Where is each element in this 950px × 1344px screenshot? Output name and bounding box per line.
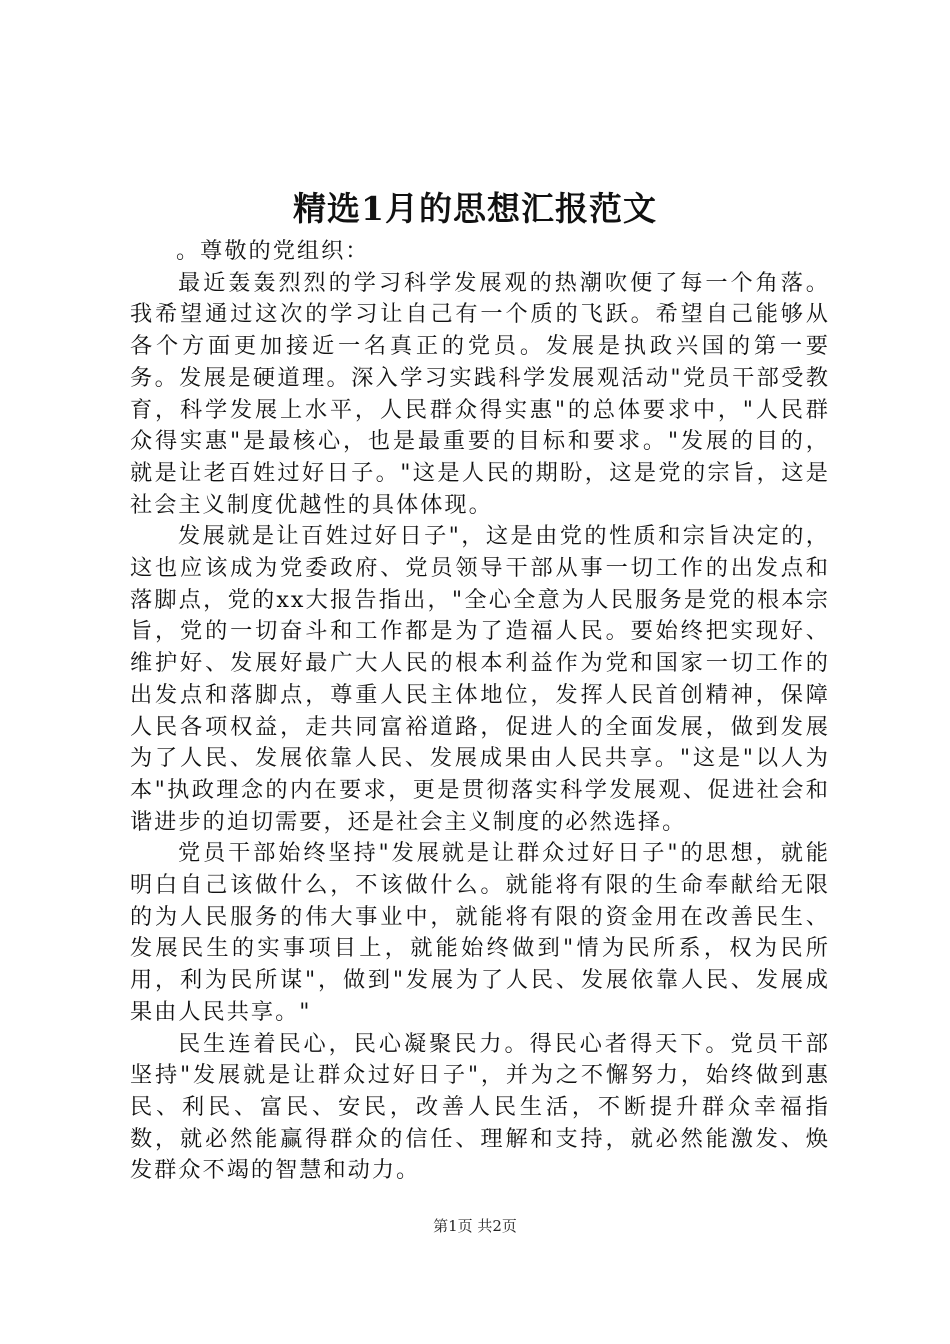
salutation: 。尊敬的党组织：	[176, 238, 370, 264]
paragraph-1: 最近轰轰烈烈的学习科学发展观的热潮吹便了每一个角落。我希望通过这次的学习让自己有一个质的飞跃。希望自己能够从各个方面更加接近一名真正的党员。发展是执政兴国的第一要务。发展是硬道理。深入学习实践科学发展观活动"党员干部受教育，科学发展上水平，人民群众得实惠"的总体要求中，"人民群众得实惠"是最核心，也是最重要的目标和要求。"发展的目的，就是让老百姓过好日子。"这是人民的期盼，这是党的宗旨，这是社会主义制度优越性的具体体现。	[130, 269, 830, 518]
paragraph-4: 民生连着民心，民心凝聚民力。得民心者得天下。党员干部坚持"发展就是让群众过好日子"，并为之不懈努力，始终做到惠民、利民、富民、安民，改善人民生活，不断提升群众幸福指数，就必然能赢得群众的信任、理解和支持，就必然能激发、焕发群众不竭的智慧和动力。	[130, 1030, 830, 1184]
page-number-footer: 第1页 共2页	[433, 1217, 517, 1235]
paragraph-2: 发展就是让百姓过好日子"，这是由党的性质和宗旨决定的，这也应该成为党委政府、党员领导干部从事一切工作的出发点和落脚点，党的xx大报告指出，"全心全意为人民服务是党的根本宗旨，党的一切奋斗和工作都是为了造福人民。要始终把实现好、维护好、发展好最广大人民的根本利益作为党和国家一切工作的出发点和落脚点，尊重人民主体地位，发挥人民首创精神，保障人民各项权益，走共同富裕道路，促进人的全面发展，做到发展为了人民、发展依靠人民、发展成果由人民共享。"这是"以人为本"执政理念的内在要求，更是贯彻落实科学发展观、促进社会和谐进步的迫切需要，还是社会主义制度的必然选择。	[130, 523, 830, 835]
document-body	[130, 236, 830, 1187]
paragraph-3: 党员干部始终坚持"发展就是让群众过好日子"的思想，就能明白自己该做什么，不该做什么。就能将有限的生命奉献给无限的为人民服务的伟大事业中，就能将有限的资金用在改善民生、发展民生的实事项目上，就能始终做到"情为民所系，权为民所用，利为民所谋"，做到"发展为了人民、发展依靠人民、发展成果由人民共享。"	[130, 840, 830, 1025]
document-title: 精选1月的思想汇报范文	[293, 189, 657, 228]
